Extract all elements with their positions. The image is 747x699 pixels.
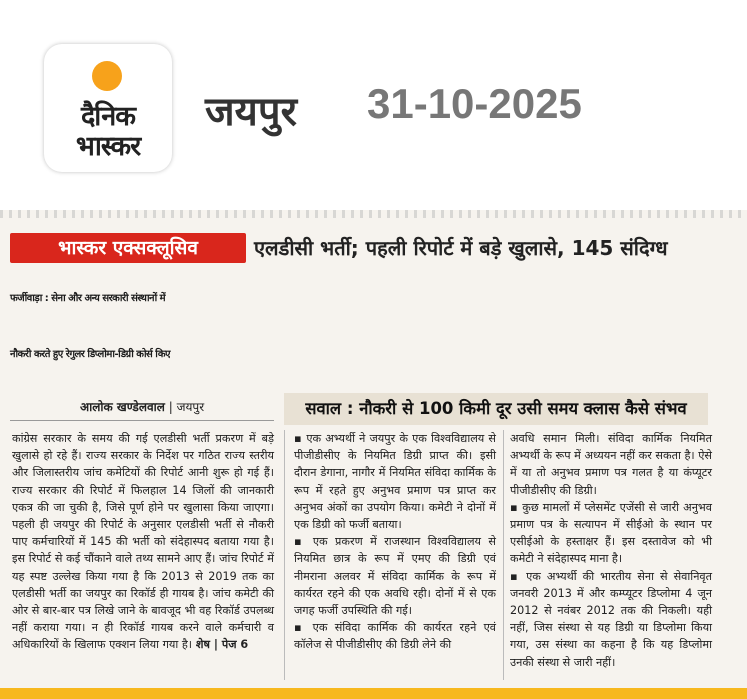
edition-city: जयपुर <box>205 89 297 135</box>
column-divider <box>284 430 285 680</box>
headline-line1: फर्जीवाड़ा : सेना और अन्य सरकारी संस्थानों में <box>10 293 166 304</box>
column-divider <box>503 430 504 680</box>
dainik-bhaskar-logo[interactable] <box>44 44 172 172</box>
column2-point2: ▪ एक प्रकरण में राजस्थान विश्वविद्यालय से नियमित छात्र के रूप में एमए की डिग्री एवं नीमराना अलवर में संविदा कार्मिक के रूप में कार्यरत रहने की एक अवधि रही। दोनों में से एक जगह फर्जी उपस्थिति की गई। <box>294 535 496 618</box>
continued-on-page: शेष | पेज 6 <box>192 638 249 652</box>
column2-point1: ▪ एक अभ्यर्थी ने जयपुर के एक विश्वविद्यालय से पीजीडीसीए के नियमित डिग्री प्राप्त की। इसी दौरान डेगाना, नागौर में नियमित संविदा कार्मिक के रूप में रहते हुए अनुभव प्रमाण पत्र प्राप्त कर अनुभव अंकों का उपयोग किया। कमेटी ने दोनों में एक डिग्री को फर्जी बताया। <box>294 432 496 532</box>
bottom-color-bar <box>0 688 747 699</box>
logo-text-line2: भास्कर <box>75 131 141 162</box>
column2-point3: ▪ एक संविदा कार्मिक की कार्यरत रहने एवं कॉलेज से पीजीडीसीए की डिग्री लेने की <box>294 621 496 652</box>
article-column-1 <box>12 430 274 654</box>
logo-text-line1: दैनिक <box>80 101 136 132</box>
exclusive-tag: भास्कर एक्सक्लूसिव <box>10 233 246 263</box>
column3-point2: ▪ कुछ मामलों में प्लेसमेंट एजेंसी से जारी अनुभव प्रमाण पत्र के सत्यापन में सीईओ के स्थान पर एसीईओ के हस्ताक्षर हैं। इस दस्तावेज को भी कमेटी ने संदेहास्पद माना है। <box>510 500 712 566</box>
byline-city: जयपुर <box>176 400 205 414</box>
column3-point1: अवधि समान मिली। संविदा कार्मिक नियमित अभ्यर्थी के रूप में अध्ययन नहीं कर सकता है। ऐसे में या तो अनुभव प्रमाण पत्र गलत है या कंप्यूटर पीजीडीसीए की डिग्री। <box>510 432 712 497</box>
article-column-3 <box>510 430 712 671</box>
headline-line2: नौकरी करते हुए रेगुलर डिप्लोमा-डिग्री कोर्स किए <box>10 349 171 360</box>
column1-text: कांग्रेस सरकार के समय की गई एलडीसी भर्ती प्रकरण में बड़े खुलासे हो रहे हैं। राज्य सरकार के निर्देश पर गठित राज्य स्तरीय और जिलास्तरीय जांच कमेटियों की रिपोर्ट आनी शुरू हो गई हैं। राज्य सरकार की रिपोर्ट में फिलहाल 14 जिलों की जानकारी एकत्र की जा चुकी है, जिसे पूर्ण होने पर खुलासा किया जाएगा। पहली ही जयपुर की रिपोर्ट के अनुसार एलडीसी भर्ती से नौकरी पाए कर्मचारियों में 145 की भर्ती को संदेहास्पद बताया गया है। इस रिपोर्ट से कई चौंकाने वाले तथ्य सामने आए हैं। जांच रिपोर्ट में यह स्पष्ट उल्लेख किया गया है कि 2013 से 2019 तक का एलडीसी भर्ती का जयपुर का रिकॉर्ड ही गायब है। जांच कमेटी की ओर से बार-बार पत्र लिखे जाने के बावजूद भी वह रिकॉर्ड उपलब्ध नहीं कराया गया। न ही रिकॉर्ड गायब करने वाले कर्मचारी व अधिकारियों के खिलाफ एक्शन लिया गया है। <box>12 432 274 652</box>
sun-icon <box>92 61 122 91</box>
byline <box>80 398 204 415</box>
article-kicker: एलडीसी भर्ती; पहली रिपोर्ट में बड़े खुलासे, 145 संदिग्ध <box>254 236 668 260</box>
article-column-2 <box>294 430 496 654</box>
subheading: सवाल : नौकरी से 100 किमी दूर उसी समय क्लास कैसे संभव <box>284 393 708 425</box>
byline-author: आलोक खण्डेलवाल <box>80 400 165 414</box>
byline-separator: | <box>164 400 177 414</box>
edition-date: 31-10-2025 <box>367 80 582 127</box>
column3-point3: ▪ एक अभ्यर्थी की भारतीय सेना से सेवानिवृत जनवरी 2013 में और कम्प्यूटर डिप्लोमा 4 जून 2012 से नवंबर 2012 तक की निकली। यही नहीं, जिस संस्था से यह डिग्री या डिप्लोमा किया गया, उस संस्था का कहना है कि यह डिप्लोमा उनकी संस्था से जारी नहीं। <box>510 569 712 669</box>
byline-rule <box>10 420 274 421</box>
header <box>0 0 747 205</box>
clipping-edge <box>0 210 747 218</box>
